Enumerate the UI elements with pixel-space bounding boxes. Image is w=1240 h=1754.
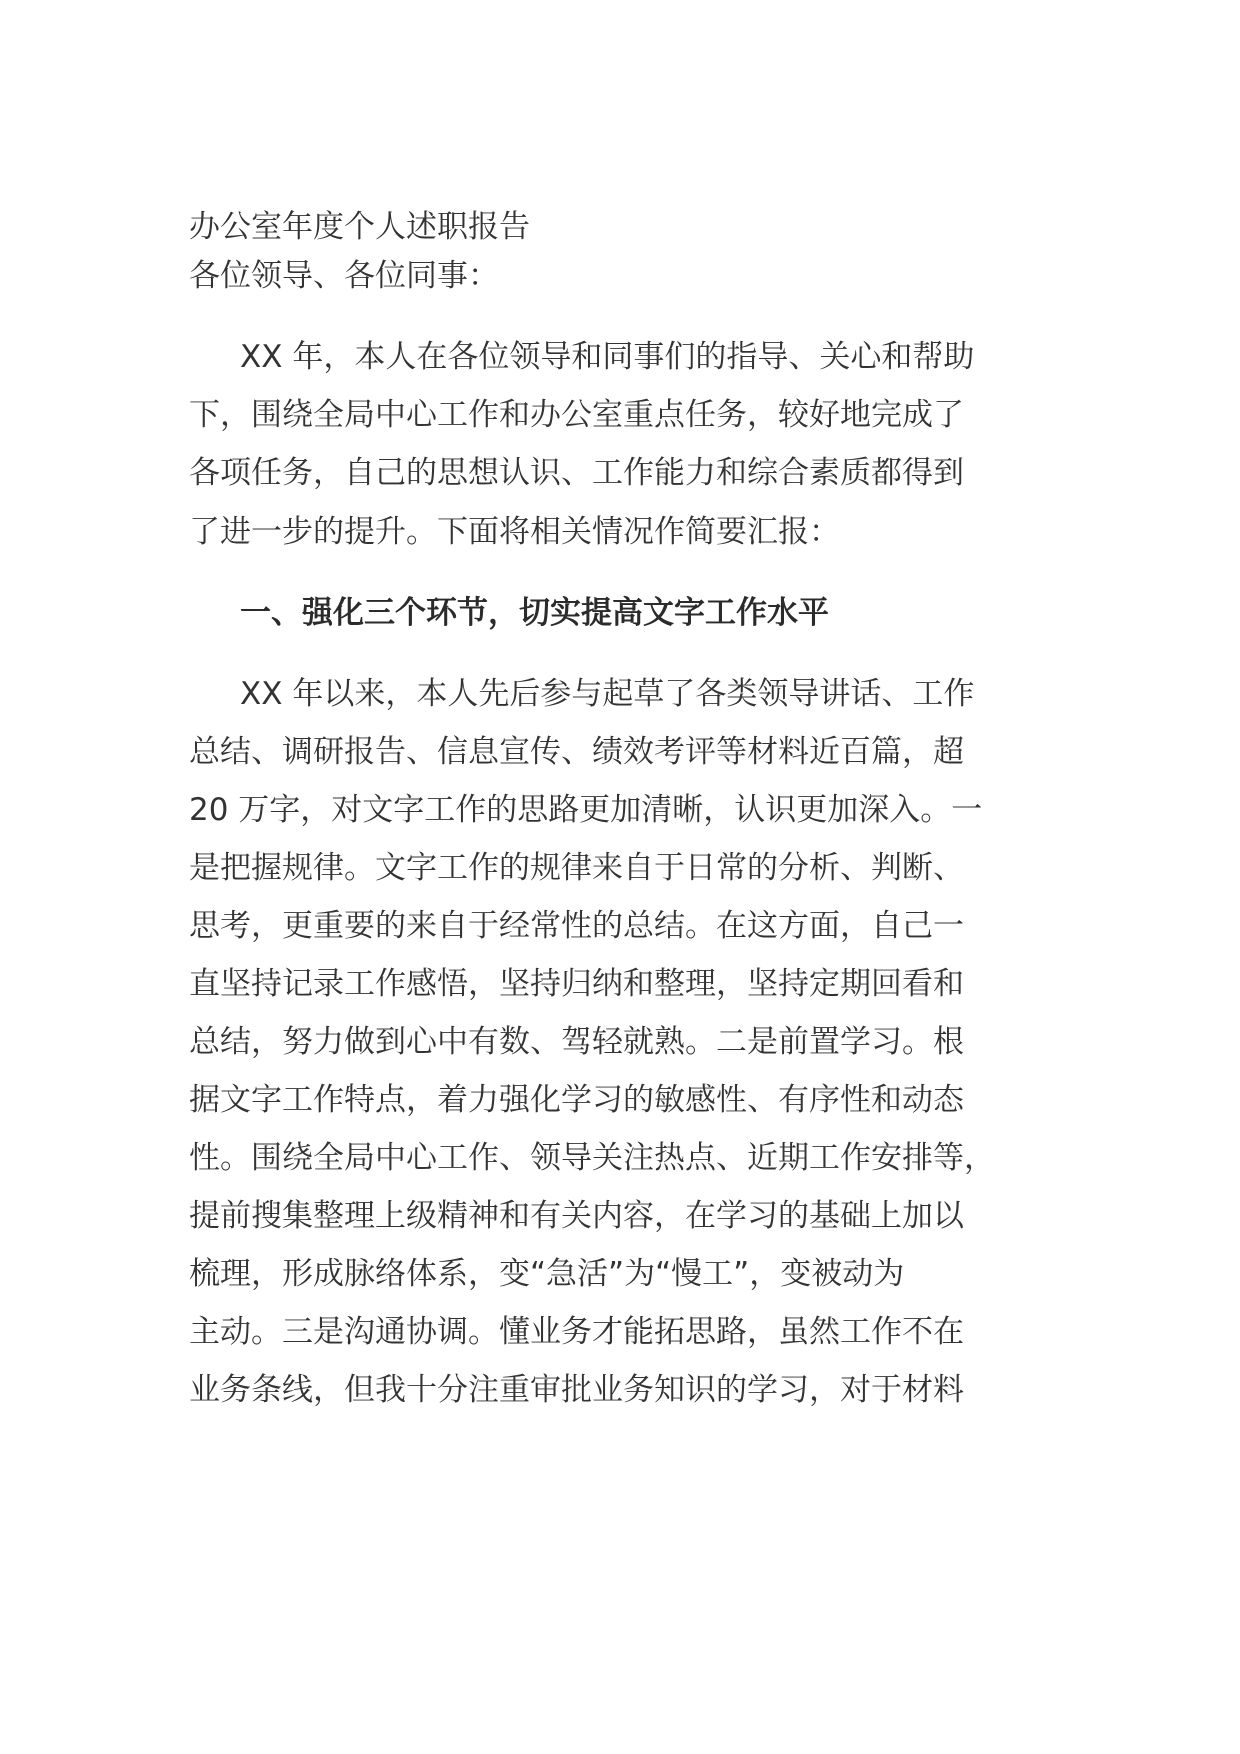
document-title: 办公室年度个人述职报告	[189, 209, 530, 245]
intro-line: XX 年，本人在各位领导和同事们的指导、关心和帮助	[240, 339, 975, 375]
body-line: 业务条线，但我十分注重审批业务知识的学习，对于材料	[189, 1372, 964, 1408]
body-line: 是把握规律。文字工作的规律来自于日常的分析、判断、	[189, 850, 964, 886]
body-line: 总结、调研报告、信息宣传、绩效考评等材料近百篇，超	[189, 734, 964, 770]
body-line: 直坚持记录工作感悟，坚持归纳和整理，坚持定期回看和	[189, 966, 964, 1002]
body-line: 20 万字，对文字工作的思路更加清晰，认识更加深入。一	[189, 792, 983, 828]
body-line: 提前搜集整理上级精神和有关内容，在学习的基础上加以	[189, 1198, 964, 1234]
intro-line: 下，围绕全局中心工作和办公室重点任务，较好地完成了	[189, 397, 964, 433]
section-heading: 一、强化三个环节，切实提高文字工作水平	[240, 595, 829, 631]
body-line: 主动。三是沟通协调。懂业务才能拓思路，虽然工作不在	[189, 1314, 964, 1350]
intro-line: 各项任务，自己的思想认识、工作能力和综合素质都得到	[189, 455, 964, 491]
body-line: 据文字工作特点，着力强化学习的敏感性、有序性和动态	[189, 1082, 964, 1118]
body-line: 性。围绕全局中心工作、领导关注热点、近期工作安排等，	[189, 1140, 995, 1176]
body-line: 思考，更重要的来自于经常性的总结。在这方面，自己一	[189, 908, 964, 944]
body-line: 梳理，形成脉络体系，变“急活”为“慢工”，变被动为	[189, 1256, 905, 1292]
salutation: 各位领导、各位同事：	[189, 258, 499, 294]
intro-line: 了进一步的提升。下面将相关情况作简要汇报：	[189, 514, 840, 550]
body-line: XX 年以来，本人先后参与起草了各类领导讲话、工作	[240, 676, 975, 712]
body-line: 总结，努力做到心中有数、驾轻就熟。二是前置学习。根	[189, 1024, 964, 1060]
